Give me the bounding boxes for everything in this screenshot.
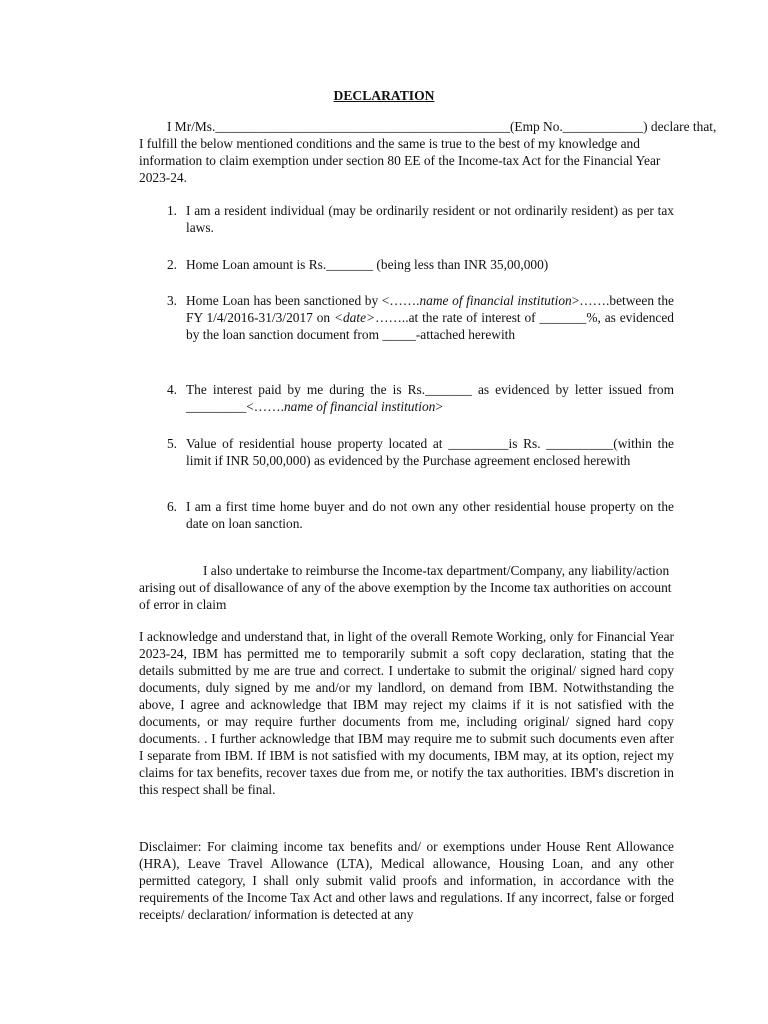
list-item-number: 5. — [166, 436, 177, 451]
list-item-text: I am a resident individual (may be ordinarily resident or not ordinarily resident) as per tax laws. — [186, 203, 674, 235]
intro-paragraph — [139, 118, 717, 186]
acknowledgement-paragraph: I acknowledge and understand that, in light of the overall Remote Working, only for Financial Year 2023-24, IBM has permitted me to temporarily submit a soft copy declaration, stating that the details submitted by me are true and correct. I undertake to submit the original/ signed hard copy documents, duly signed by me and/or my landlord, on demand from IBM. Notwithstanding the above, I agree and acknowledge that IBM may reject my claims if it is not satisfied with the documents, or may require further documents from me, including original/ signed hard copy documents. . I further acknowledge that IBM may require me to submit such documents even after I separate from IBM. If IBM is not satisfied with my documents, IBM may, at its option, reject my claims for tax benefits, recover taxes due from me, or notify the tax authorities. IBM's discretion in this respect shall be final. — [139, 629, 674, 797]
list-item-number: 6. — [166, 499, 177, 514]
list-item-number: 3. — [166, 293, 177, 308]
text-run: The interest paid by me during the is Rs._______ as evidenced by letter issued from _________<……. — [186, 382, 674, 414]
document-title: DECLARATION — [333, 88, 435, 103]
text-run: Home Loan has been sanctioned by <……. — [186, 293, 420, 308]
undertaking-paragraph: I also undertake to reimburse the Income-tax department/Company, any liability/action arising out of disallowance of any of the above exemption by the Income tax authorities on account of error in claim — [139, 563, 672, 612]
list-item-number: 1. — [166, 203, 177, 218]
intro-first-line: I Mr/Ms.____________________________________________(Emp No.____________) declare that, — [167, 119, 717, 134]
text-run: ……..at the rate of interest of _______%, as evidenced by the loan sanction document from _____-attached herewith — [186, 310, 674, 342]
list-item — [163, 498, 674, 532]
list-item-text: Value of residential house property located at _________is Rs. __________(within the limit if INR 50,00,000) as evidenced by the Purchase agreement enclosed herewith — [186, 436, 674, 468]
italic-text-run: name of financial institution — [419, 293, 572, 308]
text-run: >…….between the FY 1/4/2016-31/3/2017 on — [186, 293, 674, 325]
list-item — [163, 381, 674, 415]
list-item-text: I am a first time home buyer and do not own any other residential house property on the date on loan sanction. — [186, 499, 674, 531]
list-item — [163, 435, 674, 469]
italic-text-run: <date> — [333, 310, 376, 325]
list-item-number: 2. — [166, 257, 177, 272]
list-item — [163, 202, 674, 236]
list-item — [163, 292, 674, 343]
list-item — [163, 256, 674, 273]
text-run: > — [435, 399, 443, 414]
list-item-text: Home Loan amount is Rs._______ (being less than INR 35,00,000) — [186, 257, 549, 272]
intro-body: I fulfill the below mentioned conditions and the same is true to the best of my knowledge and information to claim exemption under section 80 EE of the Income-tax Act for the Financial Year 2023-24. — [139, 136, 661, 185]
list-item-text — [186, 292, 674, 343]
list-item-text — [186, 381, 674, 415]
italic-text-run: name of financial institution — [283, 399, 436, 414]
list-item-number: 4. — [166, 382, 177, 397]
disclaimer-paragraph: Disclaimer: For claiming income tax benefits and/ or exemptions under House Rent Allowance (HRA), Leave Travel Allowance (LTA), Medical allowance, Housing Loan, and any other permitted category, I shall only submit valid proofs and information, in accordance with the requirements of the Income Tax Act and other laws and regulations. If any incorrect, false or forged receipts/ declaration/ information is detected at any — [139, 839, 674, 922]
